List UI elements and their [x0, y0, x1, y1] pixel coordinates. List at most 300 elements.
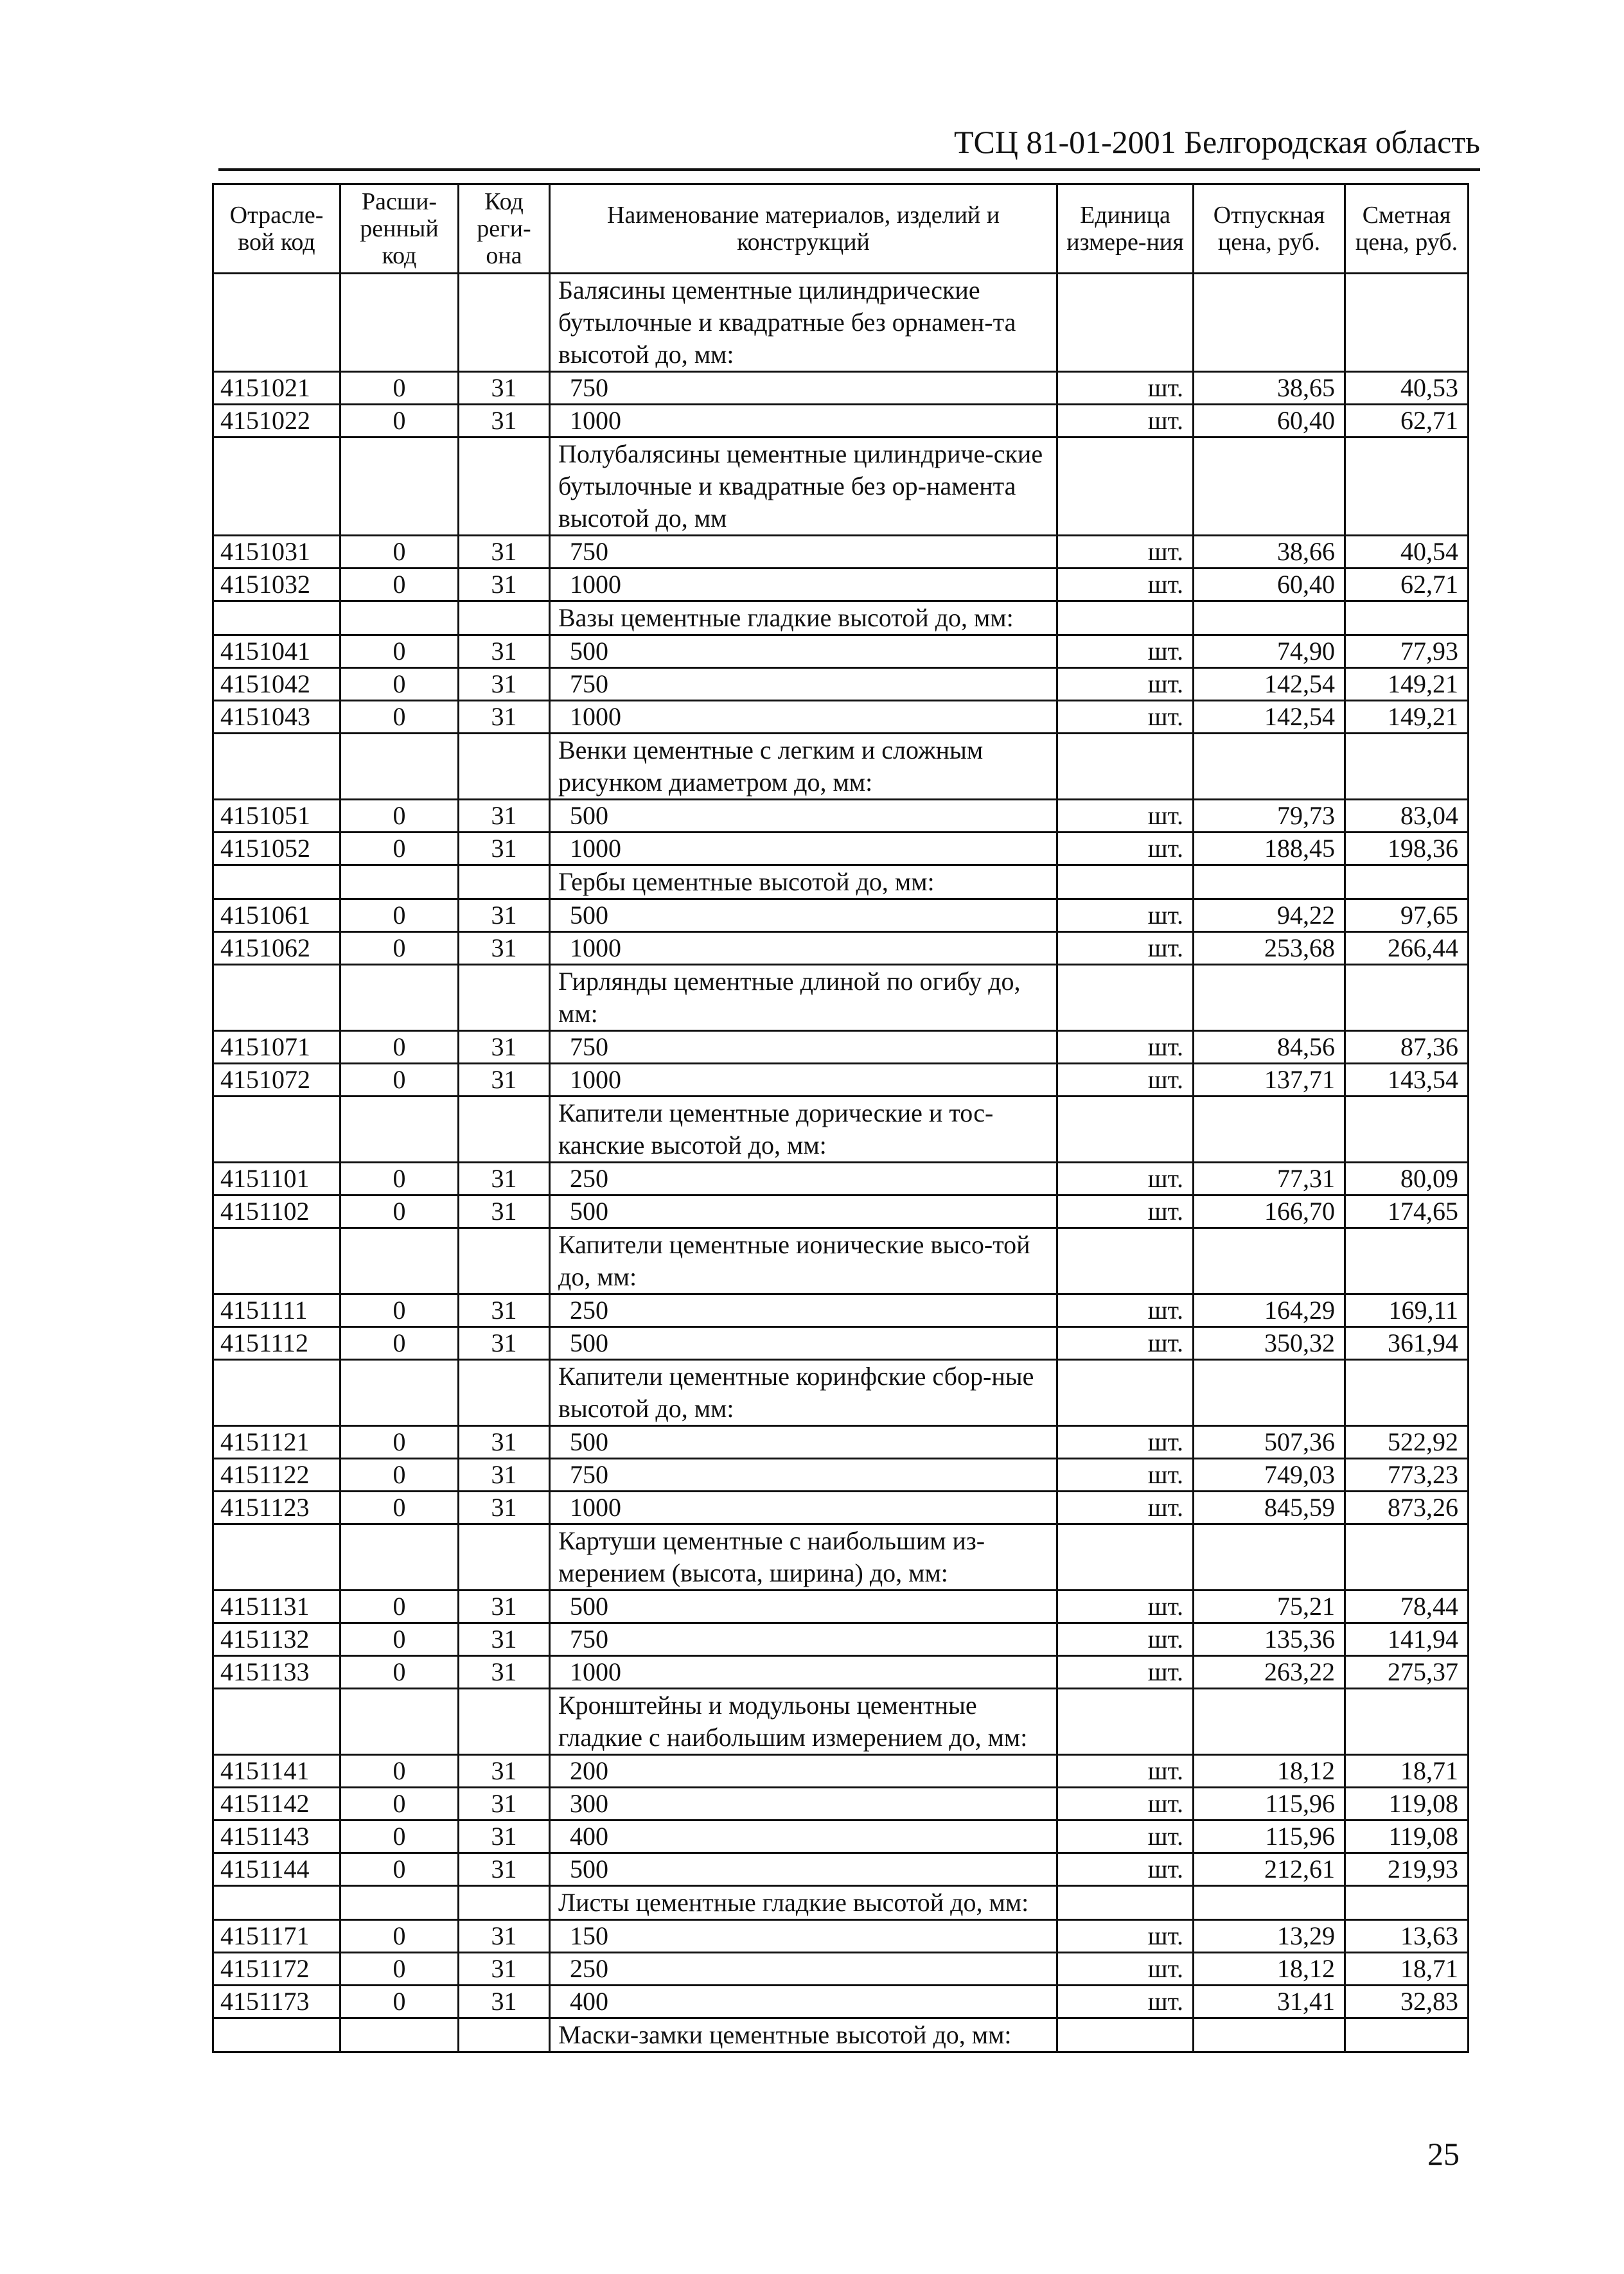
- empty-cell: [459, 1097, 550, 1163]
- industry-code-cell: 4151051: [213, 800, 340, 833]
- empty-cell: [1194, 865, 1345, 899]
- extended-code-cell: 0: [340, 1195, 459, 1228]
- empty-cell: [1345, 1886, 1469, 1920]
- empty-cell: [340, 734, 459, 800]
- unit-cell: шт.: [1057, 1920, 1194, 1953]
- estimate-price-cell: 361,94: [1345, 1327, 1469, 1360]
- release-price-cell: 188,45: [1194, 833, 1345, 865]
- industry-code-cell: 4151144: [213, 1853, 340, 1886]
- region-code-cell: 31: [459, 1755, 550, 1788]
- extended-code-cell: 0: [340, 800, 459, 833]
- unit-cell: шт.: [1057, 1459, 1194, 1492]
- extended-code-cell: 0: [340, 1755, 459, 1788]
- release-price-cell: 18,12: [1194, 1755, 1345, 1788]
- table-row: [213, 1591, 1469, 1623]
- extended-code-cell: 0: [340, 1953, 459, 1986]
- extended-code-cell: 0: [340, 1031, 459, 1064]
- empty-cell: [340, 1524, 459, 1591]
- industry-code-cell: 4151102: [213, 1195, 340, 1228]
- estimate-price-cell: 18,71: [1345, 1953, 1469, 1986]
- empty-cell: [459, 734, 550, 800]
- extended-code-cell: 0: [340, 536, 459, 568]
- group-heading-text: Капители цементные дорические и тос-канские высотой до, мм:: [550, 1097, 1057, 1163]
- group-heading-row: [213, 274, 1469, 372]
- group-heading-text: Вазы цементные гладкие высотой до, мм:: [550, 601, 1057, 635]
- release-price-cell: 38,66: [1194, 536, 1345, 568]
- empty-cell: [1345, 1228, 1469, 1294]
- region-code-cell: 31: [459, 1623, 550, 1656]
- empty-cell: [340, 865, 459, 899]
- extended-code-cell: 0: [340, 833, 459, 865]
- size-cell: 1000: [550, 833, 1057, 865]
- table-row: [213, 405, 1469, 437]
- empty-cell: [1057, 2018, 1194, 2052]
- industry-code-cell: 4151031: [213, 536, 340, 568]
- region-code-cell: 31: [459, 1591, 550, 1623]
- table-row: [213, 1492, 1469, 1524]
- region-code-cell: 31: [459, 1064, 550, 1097]
- unit-cell: шт.: [1057, 372, 1194, 405]
- group-heading-row: [213, 601, 1469, 635]
- empty-cell: [340, 1360, 459, 1426]
- unit-cell: шт.: [1057, 932, 1194, 965]
- group-heading-text: Маски-замки цементные высотой до, мм:: [550, 2018, 1057, 2052]
- region-code-cell: 31: [459, 1294, 550, 1327]
- industry-code-cell: 4151172: [213, 1953, 340, 1986]
- table-row: [213, 833, 1469, 865]
- table-row: [213, 536, 1469, 568]
- release-price-cell: 212,61: [1194, 1853, 1345, 1886]
- empty-cell: [1194, 1360, 1345, 1426]
- column-header-region-code: Код реги-она: [459, 184, 550, 274]
- extended-code-cell: 0: [340, 1163, 459, 1195]
- group-heading-row: [213, 2018, 1469, 2052]
- table-row: [213, 1986, 1469, 2018]
- column-header-unit: Единица измере-ния: [1057, 184, 1194, 274]
- column-header-material-name: Наименование материалов, изделий и конструкций: [550, 184, 1057, 274]
- industry-code-cell: 4151123: [213, 1492, 340, 1524]
- empty-cell: [1194, 965, 1345, 1031]
- unit-cell: шт.: [1057, 1656, 1194, 1689]
- release-price-cell: 74,90: [1194, 635, 1345, 668]
- industry-code-cell: 4151142: [213, 1788, 340, 1820]
- group-heading-row: [213, 734, 1469, 800]
- empty-cell: [459, 601, 550, 635]
- industry-code-cell: 4151143: [213, 1820, 340, 1853]
- release-price-cell: 142,54: [1194, 668, 1345, 701]
- release-price-cell: 18,12: [1194, 1953, 1345, 1986]
- region-code-cell: 31: [459, 1195, 550, 1228]
- extended-code-cell: 0: [340, 1492, 459, 1524]
- price-table: [212, 183, 1469, 2053]
- extended-code-cell: 0: [340, 668, 459, 701]
- extended-code-cell: 0: [340, 1064, 459, 1097]
- empty-cell: [213, 1360, 340, 1426]
- empty-cell: [459, 865, 550, 899]
- empty-cell: [213, 601, 340, 635]
- industry-code-cell: 4151043: [213, 701, 340, 734]
- region-code-cell: 31: [459, 1163, 550, 1195]
- page-header: [218, 114, 1480, 171]
- unit-cell: шт.: [1057, 1064, 1194, 1097]
- size-cell: 1000: [550, 932, 1057, 965]
- table-row: [213, 1788, 1469, 1820]
- estimate-price-cell: 873,26: [1345, 1492, 1469, 1524]
- empty-cell: [1194, 437, 1345, 536]
- industry-code-cell: 4151062: [213, 932, 340, 965]
- industry-code-cell: 4151052: [213, 833, 340, 865]
- size-cell: 500: [550, 1195, 1057, 1228]
- empty-cell: [213, 734, 340, 800]
- release-price-cell: 75,21: [1194, 1591, 1345, 1623]
- estimate-price-cell: 174,65: [1345, 1195, 1469, 1228]
- release-price-cell: 77,31: [1194, 1163, 1345, 1195]
- empty-cell: [1194, 1886, 1345, 1920]
- table-row: [213, 372, 1469, 405]
- empty-cell: [1057, 1524, 1194, 1591]
- empty-cell: [340, 1097, 459, 1163]
- industry-code-cell: 4151042: [213, 668, 340, 701]
- empty-cell: [1345, 2018, 1469, 2052]
- table-row: [213, 1426, 1469, 1459]
- empty-cell: [1345, 274, 1469, 372]
- table-row: [213, 668, 1469, 701]
- unit-cell: шт.: [1057, 899, 1194, 932]
- empty-cell: [1057, 865, 1194, 899]
- empty-cell: [1345, 965, 1469, 1031]
- size-cell: 300: [550, 1788, 1057, 1820]
- estimate-price-cell: 97,65: [1345, 899, 1469, 932]
- group-heading-row: [213, 437, 1469, 536]
- industry-code-cell: 4151171: [213, 1920, 340, 1953]
- size-cell: 500: [550, 899, 1057, 932]
- release-price-cell: 84,56: [1194, 1031, 1345, 1064]
- group-heading-row: [213, 1228, 1469, 1294]
- unit-cell: шт.: [1057, 1755, 1194, 1788]
- release-price-cell: 137,71: [1194, 1064, 1345, 1097]
- extended-code-cell: 0: [340, 701, 459, 734]
- size-cell: 500: [550, 1327, 1057, 1360]
- empty-cell: [340, 2018, 459, 2052]
- region-code-cell: 31: [459, 899, 550, 932]
- empty-cell: [1057, 965, 1194, 1031]
- unit-cell: шт.: [1057, 405, 1194, 437]
- release-price-cell: 845,59: [1194, 1492, 1345, 1524]
- estimate-price-cell: 78,44: [1345, 1591, 1469, 1623]
- estimate-price-cell: 149,21: [1345, 701, 1469, 734]
- empty-cell: [340, 274, 459, 372]
- industry-code-cell: 4151133: [213, 1656, 340, 1689]
- group-heading-text: Полубалясины цементные цилиндриче-ские бутылочные и квадратные без ор-намента высотой до, мм: [550, 437, 1057, 536]
- estimate-price-cell: 773,23: [1345, 1459, 1469, 1492]
- region-code-cell: 31: [459, 1920, 550, 1953]
- release-price-cell: 142,54: [1194, 701, 1345, 734]
- empty-cell: [1345, 1360, 1469, 1426]
- region-code-cell: 31: [459, 701, 550, 734]
- estimate-price-cell: 119,08: [1345, 1820, 1469, 1853]
- table-row: [213, 701, 1469, 734]
- empty-cell: [213, 865, 340, 899]
- table-row: [213, 1294, 1469, 1327]
- estimate-price-cell: 18,71: [1345, 1755, 1469, 1788]
- size-cell: 750: [550, 1623, 1057, 1656]
- size-cell: 250: [550, 1953, 1057, 1986]
- industry-code-cell: 4151121: [213, 1426, 340, 1459]
- size-cell: 750: [550, 1031, 1057, 1064]
- table-row: [213, 1064, 1469, 1097]
- table-row: [213, 1920, 1469, 1953]
- estimate-price-cell: 77,93: [1345, 635, 1469, 668]
- empty-cell: [213, 437, 340, 536]
- unit-cell: шт.: [1057, 668, 1194, 701]
- size-cell: 1000: [550, 701, 1057, 734]
- table-row: [213, 1656, 1469, 1689]
- release-price-cell: 60,40: [1194, 405, 1345, 437]
- column-header-release-price: Отпускная цена, руб.: [1194, 184, 1345, 274]
- empty-cell: [1057, 1886, 1194, 1920]
- group-heading-text: Капители цементные коринфские сбор-ные высотой до, мм:: [550, 1360, 1057, 1426]
- industry-code-cell: 4151071: [213, 1031, 340, 1064]
- group-heading-row: [213, 1886, 1469, 1920]
- empty-cell: [459, 1360, 550, 1426]
- group-heading-row: [213, 1689, 1469, 1755]
- unit-cell: шт.: [1057, 1195, 1194, 1228]
- empty-cell: [1194, 1228, 1345, 1294]
- extended-code-cell: 0: [340, 1623, 459, 1656]
- empty-cell: [213, 1097, 340, 1163]
- estimate-price-cell: 62,71: [1345, 568, 1469, 601]
- table-row: [213, 800, 1469, 833]
- extended-code-cell: 0: [340, 1426, 459, 1459]
- unit-cell: шт.: [1057, 635, 1194, 668]
- unit-cell: шт.: [1057, 1031, 1194, 1064]
- empty-cell: [1345, 1524, 1469, 1591]
- release-price-cell: 749,03: [1194, 1459, 1345, 1492]
- extended-code-cell: 0: [340, 1591, 459, 1623]
- empty-cell: [213, 2018, 340, 2052]
- group-heading-row: [213, 865, 1469, 899]
- unit-cell: шт.: [1057, 1623, 1194, 1656]
- empty-cell: [459, 437, 550, 536]
- estimate-price-cell: 266,44: [1345, 932, 1469, 965]
- extended-code-cell: 0: [340, 1788, 459, 1820]
- industry-code-cell: 4151101: [213, 1163, 340, 1195]
- column-header-estimate-price: Сметная цена, руб.: [1345, 184, 1469, 274]
- empty-cell: [1057, 1228, 1194, 1294]
- empty-cell: [459, 1228, 550, 1294]
- table-body: [213, 274, 1469, 2052]
- group-heading-text: Кронштейны и модульоны цементные гладкие с наибольшим измерением до, мм:: [550, 1689, 1057, 1755]
- size-cell: 750: [550, 1459, 1057, 1492]
- size-cell: 150: [550, 1920, 1057, 1953]
- region-code-cell: 31: [459, 1853, 550, 1886]
- empty-cell: [1194, 601, 1345, 635]
- unit-cell: шт.: [1057, 1492, 1194, 1524]
- estimate-price-cell: 141,94: [1345, 1623, 1469, 1656]
- unit-cell: шт.: [1057, 1853, 1194, 1886]
- empty-cell: [1057, 601, 1194, 635]
- region-code-cell: 31: [459, 405, 550, 437]
- industry-code-cell: 4151141: [213, 1755, 340, 1788]
- size-cell: 1000: [550, 1492, 1057, 1524]
- unit-cell: шт.: [1057, 1327, 1194, 1360]
- page-number: 25: [1427, 2136, 1460, 2172]
- estimate-price-cell: 13,63: [1345, 1920, 1469, 1953]
- size-cell: 500: [550, 1426, 1057, 1459]
- empty-cell: [1345, 1097, 1469, 1163]
- group-heading-text: Венки цементные с легким и сложным рисунком диаметром до, мм:: [550, 734, 1057, 800]
- group-heading-text: Листы цементные гладкие высотой до, мм:: [550, 1886, 1057, 1920]
- extended-code-cell: 0: [340, 1986, 459, 2018]
- empty-cell: [1057, 437, 1194, 536]
- empty-cell: [340, 1228, 459, 1294]
- region-code-cell: 31: [459, 536, 550, 568]
- region-code-cell: 31: [459, 1986, 550, 2018]
- unit-cell: шт.: [1057, 1591, 1194, 1623]
- group-heading-text: Балясины цементные цилиндрические бутылочные и квадратные без орнамен-та высотой до, мм:: [550, 274, 1057, 372]
- unit-cell: шт.: [1057, 701, 1194, 734]
- release-price-cell: 115,96: [1194, 1820, 1345, 1853]
- size-cell: 750: [550, 536, 1057, 568]
- region-code-cell: 31: [459, 1788, 550, 1820]
- region-code-cell: 31: [459, 1459, 550, 1492]
- estimate-price-cell: 169,11: [1345, 1294, 1469, 1327]
- industry-code-cell: 4151122: [213, 1459, 340, 1492]
- region-code-cell: 31: [459, 932, 550, 965]
- estimate-price-cell: 40,53: [1345, 372, 1469, 405]
- size-cell: 750: [550, 372, 1057, 405]
- extended-code-cell: 0: [340, 899, 459, 932]
- group-heading-text: Гербы цементные высотой до, мм:: [550, 865, 1057, 899]
- industry-code-cell: 4151173: [213, 1986, 340, 2018]
- unit-cell: шт.: [1057, 1953, 1194, 1986]
- extended-code-cell: 0: [340, 1294, 459, 1327]
- region-code-cell: 31: [459, 568, 550, 601]
- size-cell: 1000: [550, 405, 1057, 437]
- table-header-row: [213, 184, 1469, 274]
- estimate-price-cell: 80,09: [1345, 1163, 1469, 1195]
- extended-code-cell: 0: [340, 932, 459, 965]
- region-code-cell: 31: [459, 1426, 550, 1459]
- industry-code-cell: 4151132: [213, 1623, 340, 1656]
- estimate-price-cell: 119,08: [1345, 1788, 1469, 1820]
- region-code-cell: 31: [459, 1820, 550, 1853]
- size-cell: 200: [550, 1755, 1057, 1788]
- empty-cell: [459, 965, 550, 1031]
- empty-cell: [1057, 1097, 1194, 1163]
- table-row: [213, 932, 1469, 965]
- empty-cell: [1345, 734, 1469, 800]
- empty-cell: [459, 2018, 550, 2052]
- unit-cell: шт.: [1057, 536, 1194, 568]
- empty-cell: [459, 1886, 550, 1920]
- empty-cell: [1194, 2018, 1345, 2052]
- extended-code-cell: 0: [340, 568, 459, 601]
- release-price-cell: 135,36: [1194, 1623, 1345, 1656]
- table-row: [213, 568, 1469, 601]
- industry-code-cell: 4151022: [213, 405, 340, 437]
- table-row: [213, 1195, 1469, 1228]
- unit-cell: шт.: [1057, 1820, 1194, 1853]
- size-cell: 400: [550, 1986, 1057, 2018]
- group-heading-row: [213, 1097, 1469, 1163]
- estimate-price-cell: 198,36: [1345, 833, 1469, 865]
- group-heading-text: Гирлянды цементные длиной по огибу до, мм:: [550, 965, 1057, 1031]
- industry-code-cell: 4151021: [213, 372, 340, 405]
- size-cell: 1000: [550, 1064, 1057, 1097]
- release-price-cell: 166,70: [1194, 1195, 1345, 1228]
- table-row: [213, 1853, 1469, 1886]
- extended-code-cell: 0: [340, 1920, 459, 1953]
- estimate-price-cell: 219,93: [1345, 1853, 1469, 1886]
- estimate-price-cell: 143,54: [1345, 1064, 1469, 1097]
- empty-cell: [340, 601, 459, 635]
- industry-code-cell: 4151112: [213, 1327, 340, 1360]
- size-cell: 500: [550, 635, 1057, 668]
- region-code-cell: 31: [459, 1031, 550, 1064]
- empty-cell: [1194, 1097, 1345, 1163]
- empty-cell: [213, 274, 340, 372]
- empty-cell: [1057, 1360, 1194, 1426]
- empty-cell: [213, 1228, 340, 1294]
- industry-code-cell: 4151061: [213, 899, 340, 932]
- region-code-cell: 31: [459, 800, 550, 833]
- release-price-cell: 164,29: [1194, 1294, 1345, 1327]
- industry-code-cell: 4151032: [213, 568, 340, 601]
- table-row: [213, 1623, 1469, 1656]
- document-title: ТСЦ 81-01-2001 Белгородская область: [953, 124, 1480, 160]
- release-price-cell: 79,73: [1194, 800, 1345, 833]
- group-heading-row: [213, 1360, 1469, 1426]
- empty-cell: [213, 1886, 340, 1920]
- empty-cell: [213, 1689, 340, 1755]
- release-price-cell: 13,29: [1194, 1920, 1345, 1953]
- empty-cell: [1057, 274, 1194, 372]
- release-price-cell: 507,36: [1194, 1426, 1345, 1459]
- region-code-cell: 31: [459, 1492, 550, 1524]
- unit-cell: шт.: [1057, 833, 1194, 865]
- size-cell: 250: [550, 1163, 1057, 1195]
- extended-code-cell: 0: [340, 1459, 459, 1492]
- empty-cell: [1194, 1524, 1345, 1591]
- size-cell: 1000: [550, 568, 1057, 601]
- region-code-cell: 31: [459, 635, 550, 668]
- empty-cell: [459, 1524, 550, 1591]
- region-code-cell: 31: [459, 668, 550, 701]
- empty-cell: [1057, 734, 1194, 800]
- size-cell: 750: [550, 668, 1057, 701]
- empty-cell: [340, 437, 459, 536]
- estimate-price-cell: 522,92: [1345, 1426, 1469, 1459]
- empty-cell: [1345, 601, 1469, 635]
- empty-cell: [459, 274, 550, 372]
- estimate-price-cell: 40,54: [1345, 536, 1469, 568]
- industry-code-cell: 4151072: [213, 1064, 340, 1097]
- table-row: [213, 1820, 1469, 1853]
- empty-cell: [1194, 1689, 1345, 1755]
- table-row: [213, 1755, 1469, 1788]
- size-cell: 250: [550, 1294, 1057, 1327]
- empty-cell: [459, 1689, 550, 1755]
- release-price-cell: 94,22: [1194, 899, 1345, 932]
- empty-cell: [1345, 1689, 1469, 1755]
- release-price-cell: 38,65: [1194, 372, 1345, 405]
- industry-code-cell: 4151131: [213, 1591, 340, 1623]
- extended-code-cell: 0: [340, 405, 459, 437]
- extended-code-cell: 0: [340, 1853, 459, 1886]
- size-cell: 1000: [550, 1656, 1057, 1689]
- unit-cell: шт.: [1057, 1426, 1194, 1459]
